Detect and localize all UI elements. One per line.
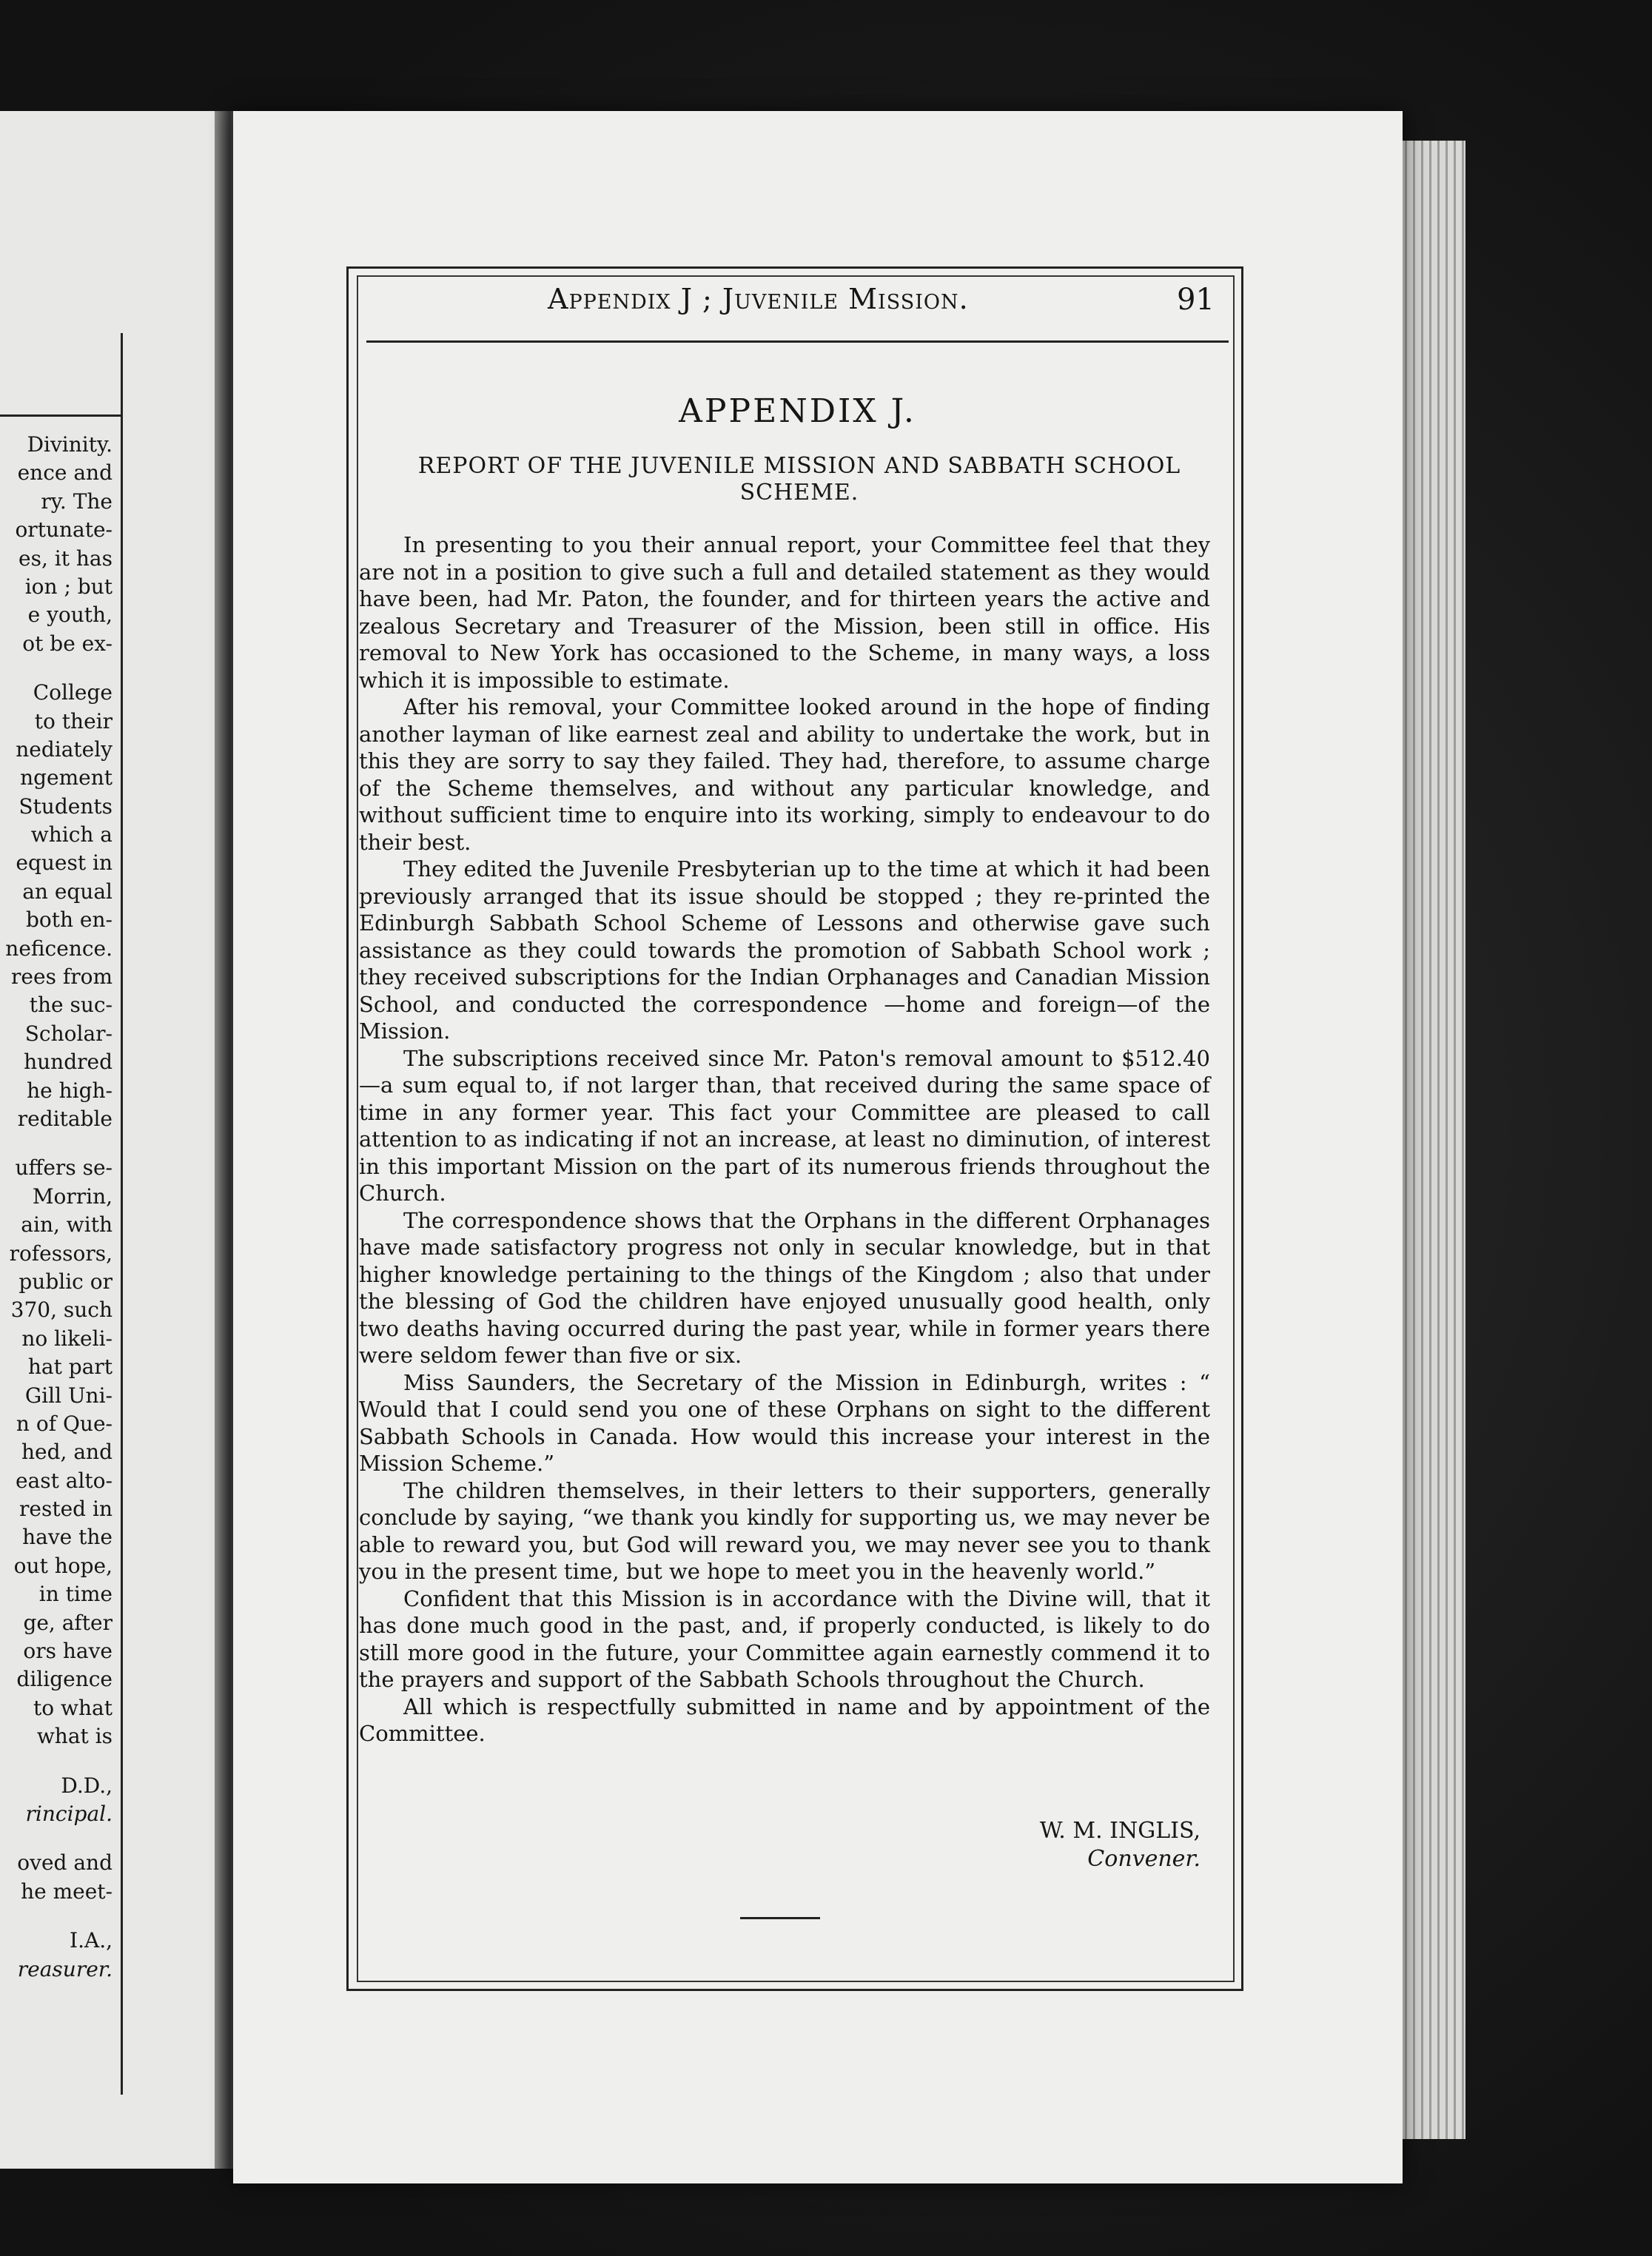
running-head: Appendix J ; Juvenile Mission.	[548, 283, 969, 315]
appendix-title: APPENDIX J.	[679, 392, 916, 430]
left-line: D.D.,	[61, 1773, 113, 1798]
left-line: Morrin,	[32, 1184, 113, 1209]
left-line: both en-	[25, 907, 113, 933]
left-header-rule	[0, 414, 121, 417]
left-line: rincipal.	[25, 1801, 113, 1826]
paragraph: Miss Saunders, the Secretary of the Mission in Edinburgh, writes : “ Would that I could send you one of these Orphans on sight to the different Sabbath Schools in Canada. How would this increase your interest in the Mission Scheme.”	[359, 1369, 1210, 1476]
left-line: in time	[38, 1582, 113, 1607]
left-line: what is	[36, 1724, 113, 1749]
paragraph: They edited the Juvenile Presbyterian up to the time at which it had been previously arranged that its issue should be stopped ; they re-printed the Edinburgh Sabbath School Scheme of Lessons and otherwise gave such assistance as they could towards the promotion of Sabbath School work ; they received subscriptions for the Indian Orphanages and Canadian Mission School, and conducted the correspondence —home and foreign—of the Mission.	[359, 856, 1210, 1044]
left-line: ion ; but	[24, 574, 113, 599]
left-line: ry. The	[41, 489, 113, 514]
left-line: Gill Uni-	[24, 1383, 113, 1408]
left-line: College	[33, 680, 113, 705]
left-line: ors have	[23, 1639, 113, 1664]
left-line: I.A.,	[70, 1928, 113, 1953]
left-line: Scholar-	[24, 1021, 113, 1046]
left-line: to what	[33, 1695, 113, 1720]
left-line: ortunate-	[15, 517, 113, 543]
left-line: hat part	[27, 1354, 113, 1380]
paragraph: All which is respectfully submitted in name and by appointment of the Committee.	[359, 1693, 1210, 1746]
left-line: rested in	[19, 1497, 113, 1522]
signature-block	[1040, 1817, 1201, 1873]
left-line: to their	[34, 708, 113, 733]
left-line: out hope,	[13, 1553, 113, 1578]
left-column-rule	[121, 333, 123, 2095]
left-line: ngement	[20, 765, 113, 790]
left-gap	[0, 1751, 113, 1772]
left-line: he meet-	[21, 1879, 113, 1904]
left-line: no likeli-	[21, 1326, 113, 1351]
left-line: Students	[19, 793, 113, 819]
left-line: reasurer.	[17, 1956, 113, 1981]
left-line: n of Que-	[16, 1411, 113, 1436]
left-line: ge, after	[23, 1610, 113, 1635]
end-rule	[740, 1917, 820, 1919]
left-line: he high-	[27, 1078, 113, 1103]
report-subtitle: REPORT OF THE JUVENILE MISSION AND SABBATH SCHOOL SCHEME.	[417, 453, 1181, 506]
left-gap	[0, 1828, 113, 1849]
left-line: hundred	[24, 1050, 113, 1075]
left-facing-page	[0, 111, 222, 2169]
left-line: which a	[30, 822, 113, 847]
page-number: 91	[1177, 283, 1215, 317]
left-line: rees from	[11, 964, 113, 990]
left-line: e youth,	[27, 602, 113, 628]
paragraph: In presenting to you their annual report, your Committee feel that they are not in a position to give such a full and detailed statement as they would have been, had Mr. Paton, the founder, and for thirteen years the active and zealous Secretary and Treasurer of the Mission, been still in office. His removal to New York has occasioned to the Scheme, in many ways, a loss which it is impossible to estimate.	[359, 532, 1210, 693]
left-line: public or	[19, 1269, 113, 1294]
left-line: hed, and	[21, 1440, 113, 1465]
left-line: ence and	[17, 460, 113, 486]
left-page-text	[0, 431, 113, 1984]
left-line: the suc-	[29, 993, 113, 1018]
paragraph: After his removal, your Committee looked around in the hope of finding another layman of like earnest zeal and ability to undertake the work, but in this they are sorry to say they failed. They had, therefore, to assume charge of the Scheme themselves, and without any particular knowledge, and without sufficient time to enquire into its working, simply to endeavour to do their best.	[359, 694, 1210, 855]
left-line: oved and	[17, 1850, 113, 1876]
left-line: 370, such	[10, 1297, 113, 1323]
left-line: ain, with	[21, 1212, 113, 1238]
left-line: an equal	[22, 879, 113, 904]
left-line: have the	[22, 1525, 113, 1550]
left-line: rofessors,	[9, 1241, 113, 1266]
signatory-role: Convener.	[1087, 1846, 1201, 1872]
paragraph: The subscriptions received since Mr. Paton's removal amount to $512.40—a sum equal to, if not larger than, that received during the same space of time in any former year. This fact your Committee are pleased to call attention to as indicating if not an increase, at least no diminution, of interest in this important Mission on the part of its numerous friends throughout the Church.	[359, 1045, 1210, 1206]
report-body	[359, 531, 1210, 1748]
left-line: uffers se-	[15, 1155, 113, 1181]
paragraph: The correspondence shows that the Orphans in the different Orphanages have made satisfactory progress not only in secular knowledge, but in that higher knowledge pertaining to the things of the Kingdom ; also that under the blessing of God the children have enjoyed unusually good health, only two deaths having occurred during the past year, while in former years there were seldom fewer than five or six.	[359, 1207, 1210, 1368]
left-line: Divinity.	[27, 432, 113, 457]
left-line: ot be ex-	[22, 631, 113, 656]
paragraph: Confident that this Mission is in accordance with the Divine will, that it has done much good in the past, and, if properly conducted, is likely to do still more good in the future, your Committee again earnestly commend it to the prayers and support of the Sabbath Schools throughout the Church.	[359, 1585, 1210, 1692]
left-line: east alto-	[15, 1468, 113, 1493]
left-gap	[0, 658, 113, 679]
left-line: reditable	[17, 1106, 113, 1131]
left-line: diligence	[16, 1667, 113, 1692]
page-edges	[1399, 141, 1465, 2139]
left-gap	[0, 1133, 113, 1154]
left-gap	[0, 1906, 113, 1927]
signatory-name: W. M. INGLIS,	[1039, 1818, 1201, 1844]
left-line: equest in	[16, 850, 113, 876]
left-line: neficence.	[5, 936, 113, 961]
left-line: es, it has	[19, 545, 113, 571]
left-line: nediately	[16, 736, 113, 762]
paragraph: The children themselves, in their letters to their supporters, generally conclude by saying, “we thank you kindly for supporting us, we may never be able to reward you, but God will reward you, we may never see you to thank you in the present time, but we hope to meet you in the heavenly world.”	[359, 1477, 1210, 1584]
header-rule	[366, 340, 1229, 343]
